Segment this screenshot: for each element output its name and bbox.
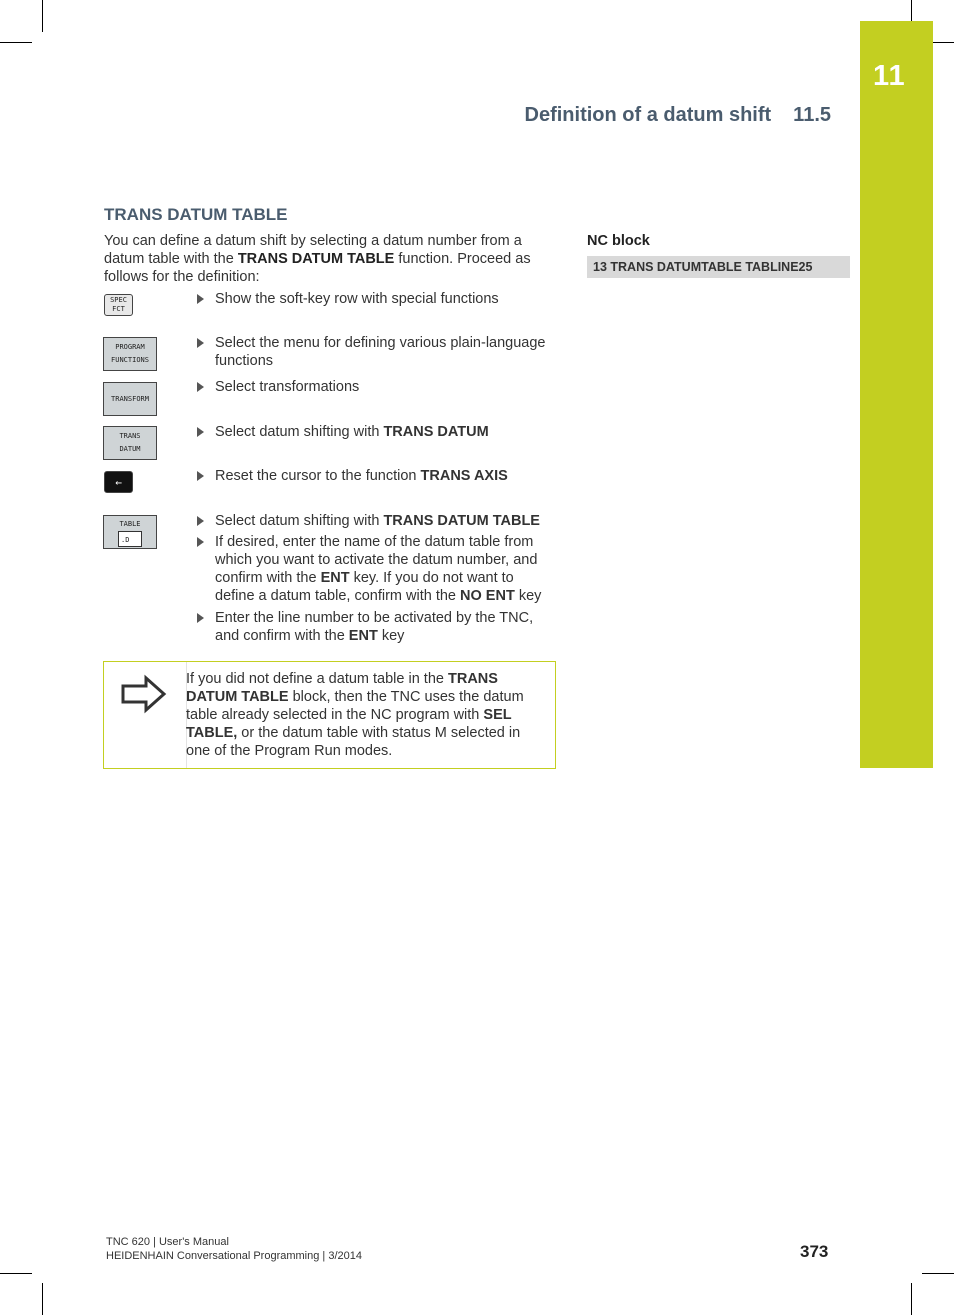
crop-mark — [911, 0, 912, 22]
footer — [106, 1235, 362, 1263]
step-text — [215, 423, 555, 441]
text-run: If desired, enter the name of the datum table from which you want to activate the datum number, and confirm with the — [215, 534, 538, 586]
text-run: Select transformations — [215, 379, 360, 395]
text-run: or the datum table with status M selected in one of the Program Run modes. — [186, 725, 521, 759]
chapter-tab — [860, 21, 933, 768]
program-functions-softkey[interactable] — [103, 337, 157, 371]
footer-manual-title: TNC 620 | User's Manual — [106, 1236, 229, 1248]
step-text — [215, 378, 555, 396]
section-number: 11.5 — [793, 104, 831, 126]
page-number: 373 — [800, 1242, 829, 1261]
bold-term: TRANS AXIS — [420, 468, 508, 484]
table-softkey[interactable] — [103, 515, 157, 549]
text-run: Select datum shifting with — [215, 424, 384, 440]
cursor-left-key[interactable] — [104, 471, 133, 493]
footer-publication: HEIDENHAIN Conversational Programming | 3/2014 — [106, 1250, 362, 1262]
section-title: Definition of a datum shift — [524, 104, 772, 126]
bullet-triangle-icon — [197, 338, 204, 348]
key-label: DATUM — [119, 445, 141, 453]
step-text — [215, 512, 555, 530]
text-run: key — [377, 628, 405, 644]
trans-datum-softkey[interactable] — [103, 426, 157, 460]
text-run: Enter the line number to be activated by the TNC, and confirm with the — [215, 610, 534, 644]
running-header — [525, 104, 831, 127]
bullet-triangle-icon — [197, 382, 204, 392]
nc-block-label: NC block — [587, 233, 650, 249]
text-run: key — [514, 588, 542, 604]
note-arrow-icon — [120, 674, 168, 714]
note-text — [186, 670, 536, 760]
crop-mark — [911, 1283, 912, 1315]
bullet-triangle-icon — [197, 427, 204, 437]
text-run: You can define a datum shift by selecting a datum number from a datum table with the — [104, 233, 522, 267]
bold-term: ENT — [348, 628, 378, 644]
text-run: Show the soft-key row with special functions — [215, 291, 499, 307]
spec-fct-key[interactable] — [104, 294, 133, 316]
text-run: If you did not define a datum table in the — [186, 671, 448, 687]
text-run: block, then the TNC uses the datum table already selected in the NC program with — [186, 689, 524, 723]
bold-term: SEL TABLE, — [186, 707, 512, 741]
transform-softkey[interactable] — [103, 382, 157, 416]
bullet-triangle-icon — [197, 613, 204, 623]
text-run: key. If you do not want to define a datum table, confirm with the — [215, 570, 514, 604]
bullet-triangle-icon — [197, 537, 204, 547]
intro-paragraph — [104, 232, 544, 286]
crop-mark — [922, 1273, 954, 1274]
step-text — [215, 609, 555, 645]
crop-mark — [0, 42, 32, 43]
nc-block-code: 13 TRANS DATUMTABLE TABLINE25 — [587, 256, 850, 278]
table-softkey-label: TABLE — [119, 520, 141, 528]
bold-term: ENT — [320, 570, 350, 586]
crop-mark — [42, 1283, 43, 1315]
bullet-triangle-icon — [197, 516, 204, 526]
bold-term: TRANS DATUM — [383, 424, 489, 440]
key-label: SPEC — [110, 296, 127, 304]
bold-term: TRANS DATUM TABLE — [237, 251, 395, 267]
chapter-number: 11 — [873, 60, 906, 92]
key-label: PROGRAM — [115, 343, 145, 351]
bold-term: TRANS DATUM TABLE — [383, 513, 540, 529]
bullet-triangle-icon — [197, 294, 204, 304]
bullet-triangle-icon — [197, 471, 204, 481]
text-run: Reset the cursor to the function — [215, 468, 421, 484]
key-label: FCT — [112, 305, 125, 313]
key-label: ← — [115, 475, 122, 489]
key-label: TRANS — [119, 432, 141, 440]
step-text — [215, 290, 555, 308]
step-text — [215, 467, 555, 485]
key-label: FUNCTIONS — [111, 356, 149, 364]
file-extension: .D — [121, 536, 130, 544]
text-run: Select datum shifting with — [215, 513, 384, 529]
section-heading: TRANS DATUM TABLE — [104, 205, 288, 224]
step-text — [215, 533, 555, 605]
step-text — [215, 334, 555, 370]
key-label: TRANSFORM — [111, 394, 149, 403]
bold-term: NO ENT — [460, 588, 515, 604]
file-icon — [118, 531, 142, 547]
bold-term: TRANS DATUM TABLE — [186, 671, 498, 705]
crop-mark — [0, 1273, 32, 1274]
text-run: Select the menu for defining various plain-language functions — [215, 335, 546, 369]
note-box — [103, 661, 556, 769]
crop-mark — [42, 0, 43, 32]
text-run: function. Proceed as follows for the definition: — [104, 251, 531, 285]
